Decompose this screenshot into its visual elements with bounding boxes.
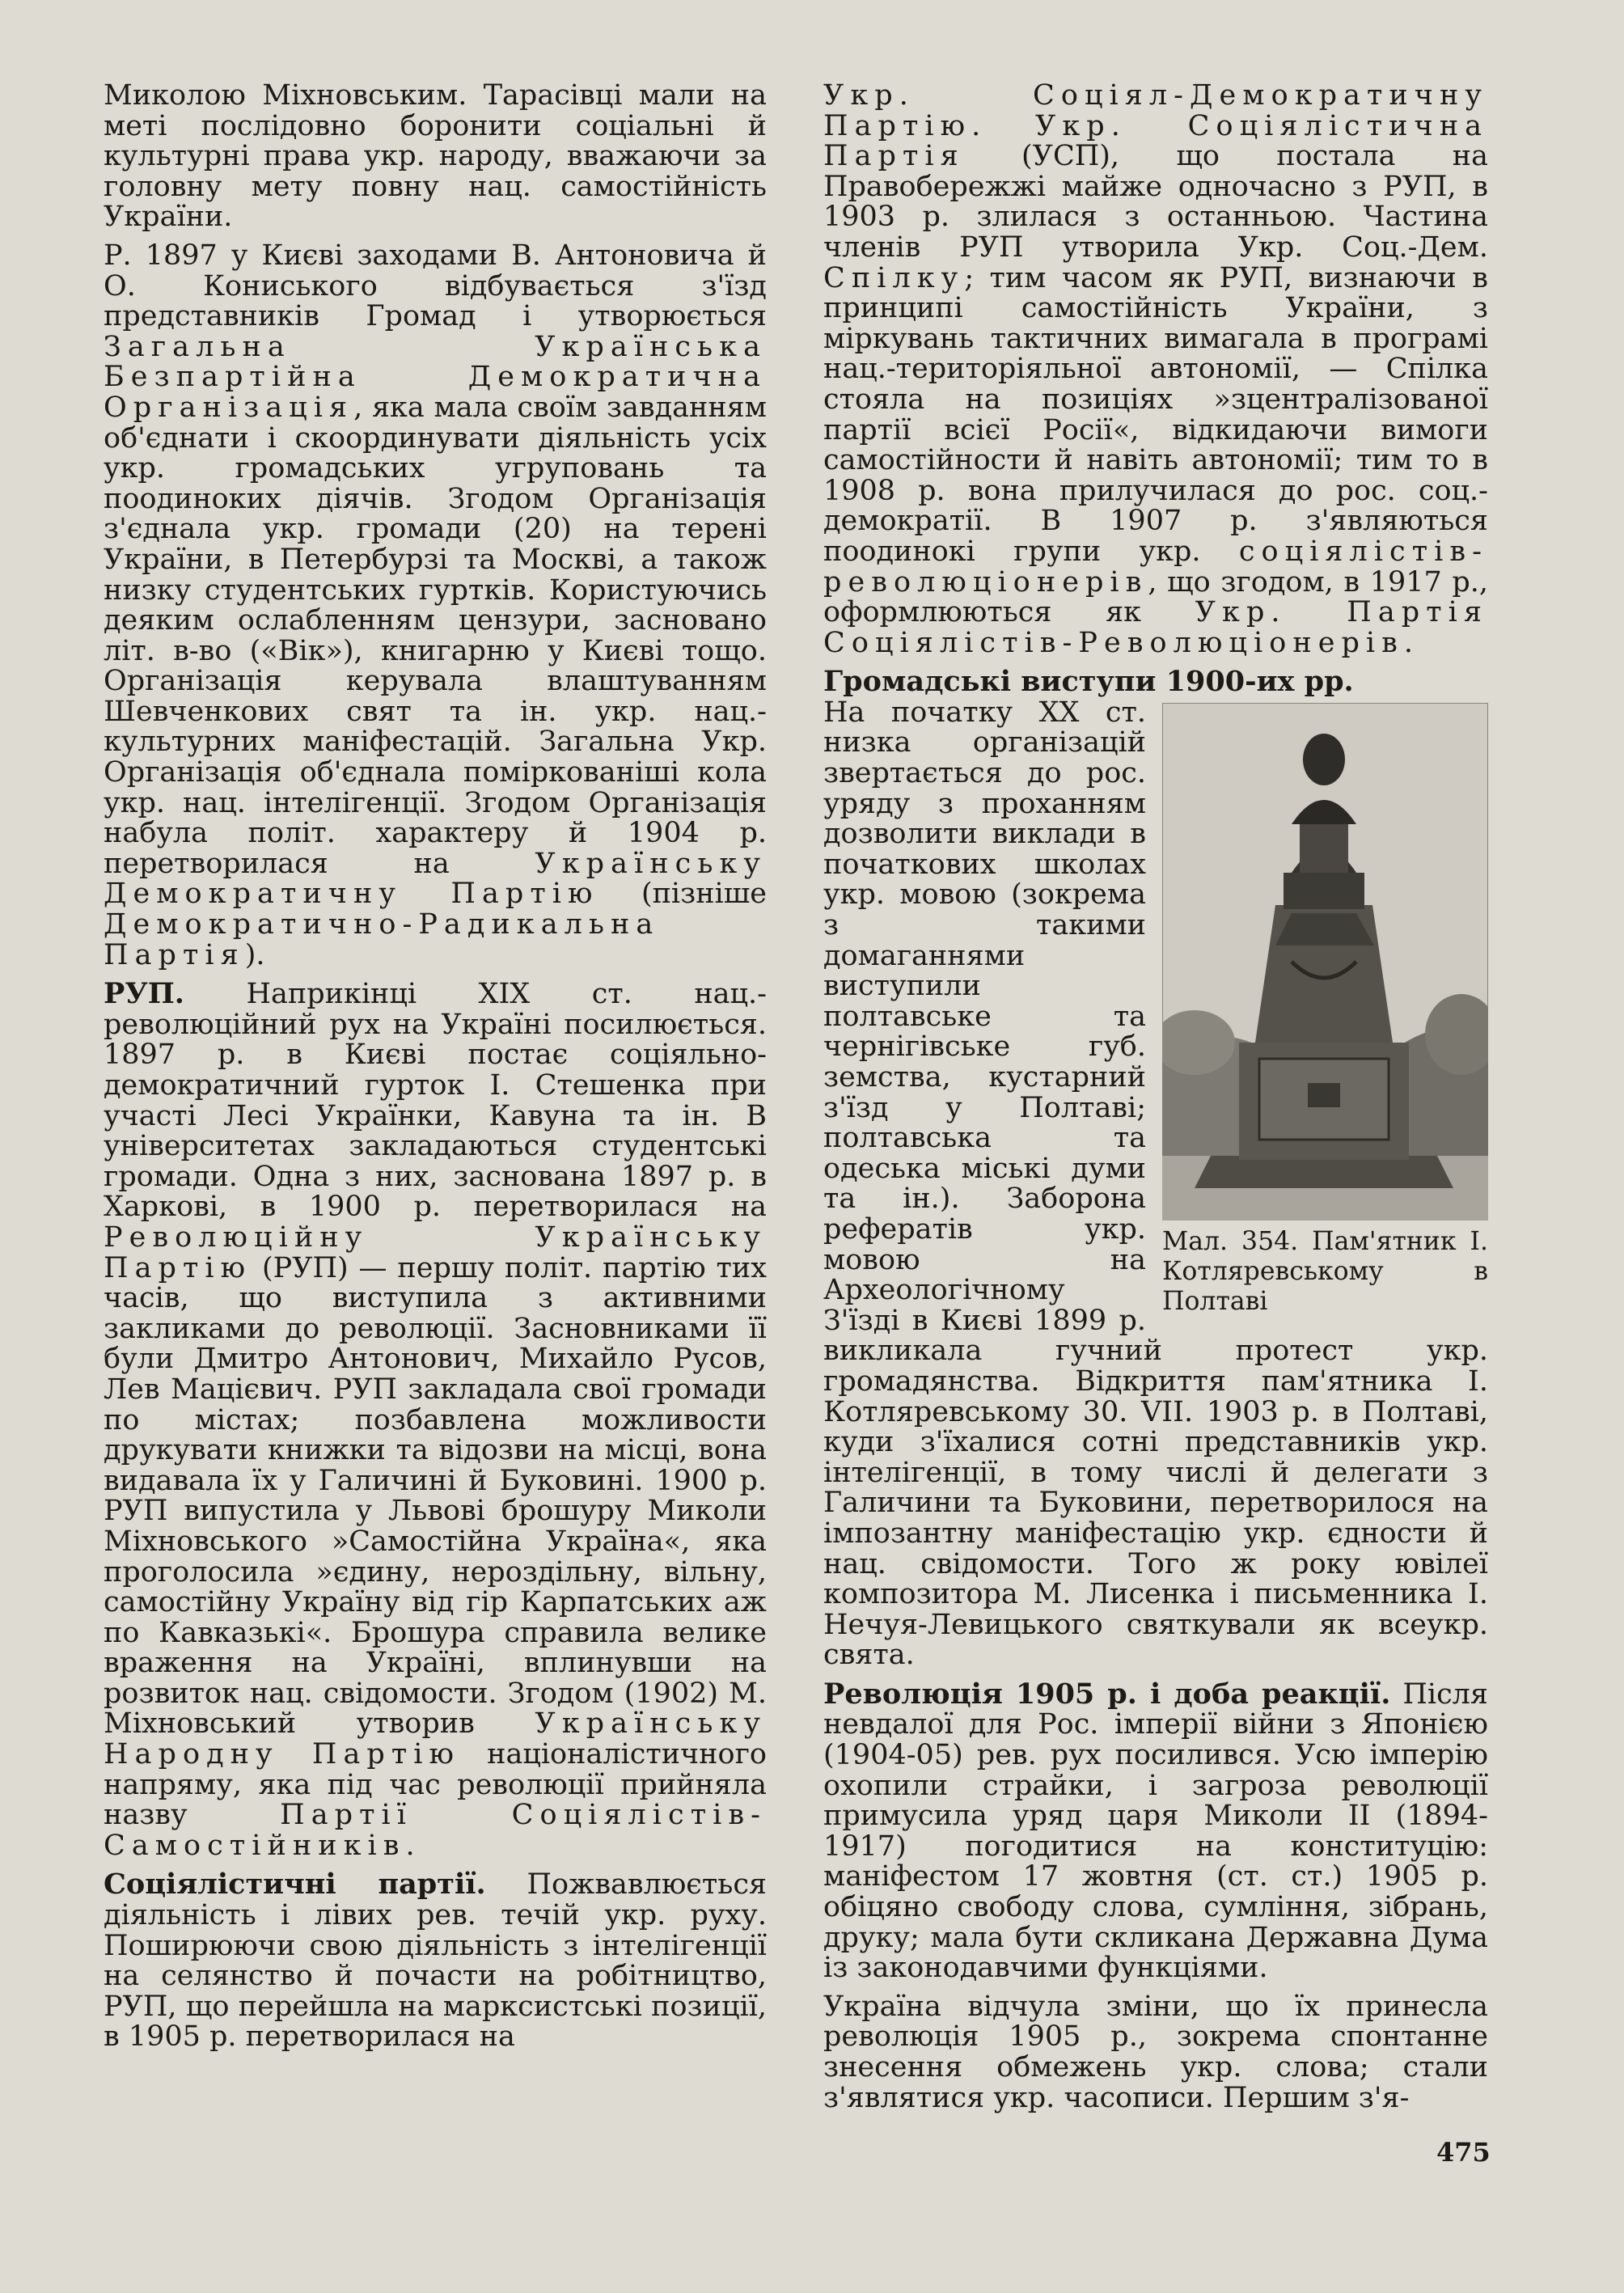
spaced-term: Українську Народну Партію xyxy=(104,1707,767,1771)
spaced-term: Укр. Соціял-Демократичну Партію xyxy=(823,79,1488,142)
text: Р. 1897 у Києві заходами В. Антоновича й О. Кониського відбувається з'їзд представників Громад і утворюється xyxy=(104,239,767,333)
text: Пожвавлюється діяльність і лівих рев. течій укр. руху. Поширюючи свою діяльність з інтелігенції на селянство й почасти на робітництво, РУП, що перейшла на марксистські позиції, в 1905 р. перетворилася на xyxy=(104,1868,767,2054)
text: Після невдалої для Рос. імперії війни з Японією (1904-05) рев. рух посилився. Усю імперію охопили страйки, і загроза революції примусила уряд царя Миколи II (1894-1917) погодитися на конституцію: маніфестом 17 жовтня (ст. ст.) 1905 р. обіцяно свободу слова, сумління, зібрань, друку; мала бути скликана Державна Дума із законодавчими функціями. xyxy=(823,1677,1488,1985)
spaced-term: соціялістів-революціонерів xyxy=(823,535,1488,599)
spaced-term: Укр. Партія Соціялістів-Революціонерів xyxy=(823,596,1488,659)
paragraph-rup xyxy=(104,979,767,1861)
section-heading: Революція 1905 р. і доба реакції. xyxy=(823,1677,1391,1711)
text: , яка мала своїм завданням об'єднати і скоординувати діяльність усіх укр. громадських угруповань та поодиноких діячів. Згодом Організація з'єднала укр. громади (20) на терені України, в Петербурзі та Москві, а також низку студентських гуртків. Користуючись деяким ослабленням цензури, засновано літ. в-во («Вік»), книгарню у Києві тощо. Організація керувала влаштуванням Шевченкових свят та ін. укр. нац.-культурних маніфестацій. Загальна Укр. Організація об'єднала поміркованіші кола укр. нац. інтелігенції. Згодом Організація набула політ. характеру й 1904 р. перетворилася на xyxy=(104,391,767,880)
spaced-term: Революційну Українську Партію xyxy=(104,1221,767,1284)
spaced-term: Демократично-Радикальна Партія xyxy=(104,908,660,971)
paragraph-tarasivtsi xyxy=(104,81,767,233)
right-column xyxy=(823,81,1488,2113)
paragraph-socialist-parties-cont xyxy=(823,81,1488,658)
paragraph-ukraine-changes xyxy=(823,1992,1488,2113)
paragraph-zahalna-orhanizatsiya xyxy=(104,241,767,971)
text: Україна відчула зміни, що їх принесла революція 1905 р., зокрема спонтанне знесення обмежень укр. слова; стали з'являтися укр. часописи. Першим з'я- xyxy=(823,1990,1488,2114)
text: Наприкінці XIX ст. нац.-революційний рух на Україні посилюється. 1897 р. в Києві постає соціяльно-демократичний гурток І. Стешенка при участі Лесі Українки, Кавуна та ін. В університетах закладаються студентські громади. Одна з них, заснована 1897 р. в Харкові, в 1900 р. перетворилася на xyxy=(104,978,767,1224)
figure-caption: Мал. 354. Пам'ятник І. Котляревському в Полтаві xyxy=(1162,1226,1488,1316)
text: . xyxy=(971,109,1035,142)
paragraph-public-actions xyxy=(823,666,1488,698)
left-column xyxy=(104,81,767,2053)
spaced-term: Загальна Українська Безпартійна Демократична Організація xyxy=(104,330,767,424)
text: , що згодом, в 1917 р., оформлюються як xyxy=(823,565,1488,629)
text: (РУП) — першу політ. партію тих часів, що виступила з активними закликами до революції. Засновниками її були Дмитро Антонович, Михайло Русов, Лев Мацієвич. РУП закладала свої громади по містах; позбавлена можливости друкувати книжки та відозви на місці, вона видавала їх у Галичині й Буковині. 1900 р. РУП випустила у Львові брошуру Миколи Міхновського »Самостійна Україна«, яка проголосила »єдину, нероздільну, вільну, самостійну Україну від гір Карпатських аж по Кавказькі«. Брошура справила велике враження на Україні, вплинувши на розвиток нац. свідомости. Згодом (1902) М. Міхновський утворив xyxy=(104,1251,767,1741)
paragraph-revolution-1905 xyxy=(823,1679,1488,1984)
monument-figure xyxy=(1162,703,1488,1317)
text: ). xyxy=(244,938,265,971)
spaced-term: Спілку xyxy=(823,261,965,294)
text: На початку XX ст. низка організацій звертається до рос. уряду з проханням дозволити виклади в початкових школах укр. мовою (зокрема з такими домаганнями виступили полтавське та чернігівське губ. земства, кустарний з'їзд у Полтаві; полтавська та одеська міські думи та ін.). Заборона рефератів укр. мовою на Археологічному З'їзді в Києві 1899 р. викликала гучний протест укр. громадянства. Відкриття пам'ятника І. Котляревському 30. VII. 1903 р. в Полтаві, куди з'їхалися сотні представників укр. інтелігенції, в тому числі й делегати з Галичини та Буковини, перетворилося на імпозантну маніфестацію укр. єдности й нац. свідомости. Того ж року ювілеї композитора М. Лисенка і письменника І. Нечуя-Левицького святкували як всеукр. свята. xyxy=(823,696,1488,1672)
section-heading: Громадські виступи 1900-их рр. xyxy=(823,665,1354,699)
paragraph-socialist-parties xyxy=(104,1869,767,2053)
spaced-term: Укр. Соціялістична Партія xyxy=(823,109,1488,173)
text: Миколою Міхновським. Тарасівці мали на меті послідовно боронити соціальні й культурні права укр. народу, вважаючи за головну мету повну нац. самостійність України. xyxy=(104,79,767,234)
text: націоналістичного напряму, яка під час революції прийняла назву xyxy=(104,1738,767,1832)
text: . xyxy=(405,1829,415,1862)
section-heading: РУП. xyxy=(104,977,184,1011)
text: (пізніше xyxy=(598,878,767,911)
spaced-term: Українську Демократичну Партію xyxy=(104,847,767,911)
text: (УСП), що постала на Правобережжі майже одночасно з РУП, в 1903 р. злилася з останньою. Частина членів РУП утворила Укр. Соц.-Дем. xyxy=(823,140,1488,264)
kotliarevsky-monument-photo xyxy=(1162,703,1488,1221)
section-heading: Соціялістичні партії. xyxy=(104,1868,486,1902)
text: ; тим часом як РУП, визнаючи в принципі самостійність України, з міркувань тактичних вимагала в програмі нац.-територіяльної автономії, — Спілка стояла на позиціях »зцентралізованої партії всієї Росії«, відкидаючи вимоги самостійности й навіть автономії; тим то в 1908 р. вона прилучилася до рос. соц.-демократії. В 1907 р. з'являються поодинокі групи укр. xyxy=(823,261,1488,568)
page-number: 475 xyxy=(1436,2137,1491,2168)
spaced-term: Партії Соціялістів-Самостійників xyxy=(104,1799,767,1862)
text: . xyxy=(1403,626,1414,659)
